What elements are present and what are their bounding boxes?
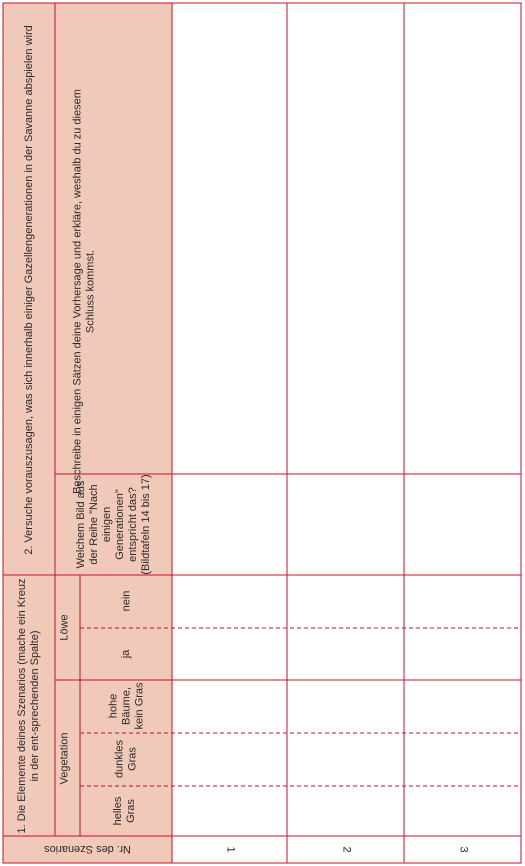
veg-option-helles-gras: helles Gras (112, 796, 137, 826)
veg-option-hohe-baeume: hohe Bäume, kein Gras (107, 682, 145, 730)
section2-title: 2. Versuche vorauszusagen, was sich innerhalb einiger Gazellengenerationen in der Savanne abspielen wird (22, 25, 35, 555)
lion-option-nein: nein (120, 590, 132, 612)
lion-option-ja: ja (119, 649, 132, 659)
scenario-number-2: 2 (340, 846, 353, 853)
scenario-row-1[interactable] (172, 3, 287, 863)
veg-option-dunkles-gras: dunkles Gras (113, 740, 139, 778)
lion-label: Löwe (58, 614, 71, 641)
section1-title: 1. Die Elemente deines Szenarios (mache ein Kreuz in der ent-sprechenden Spalte) (16, 578, 41, 834)
scenario-number-1: 1 (224, 846, 237, 853)
scenario-number-label: Nr. des Szenarios (44, 843, 131, 856)
picture-question: Welchem Bild aus der Reihe "Nach einigen Generationen" entspricht das? (Bildtafeln 14 bis 17) (74, 474, 152, 575)
vegetation-label: Vegetation (58, 732, 71, 785)
scenario-row-2[interactable] (287, 3, 404, 863)
describe-prompt: Beschreibe in einigen Sätzen deine Vorhersage und erkläre, weshalb du zu diesem Schluss kommst. (71, 89, 96, 494)
scenario-number-3: 3 (457, 846, 470, 853)
scenario-row-3[interactable] (404, 3, 521, 863)
